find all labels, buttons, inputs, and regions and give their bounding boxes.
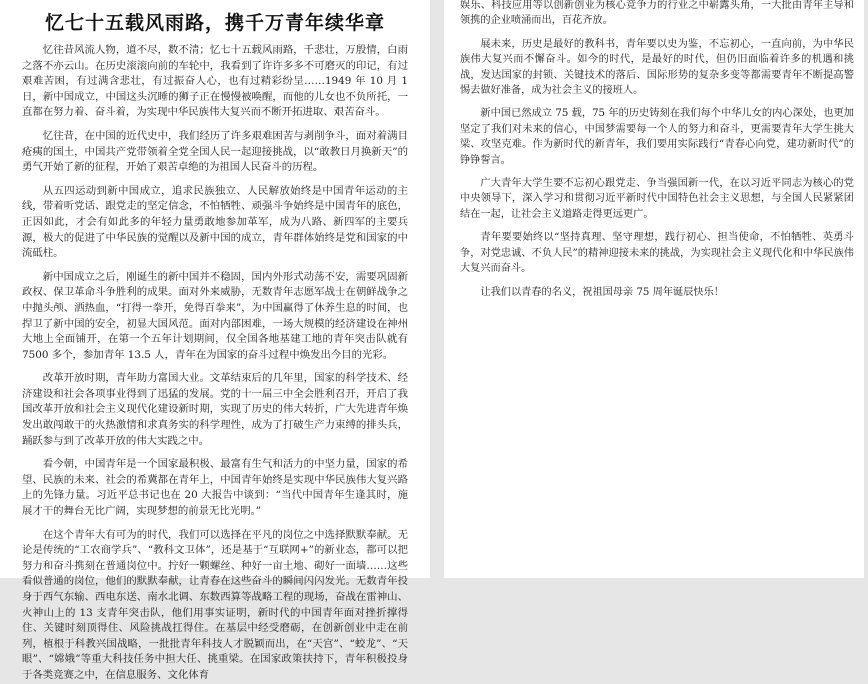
- paragraph: 展未来，历史是最好的教科书，青年要以史为鉴，不忘初心，一直向前，为中华民族伟大复兴而不懈奋斗。如今的时代，是最好的时代，但仍旧面临着许多的机遇和挑战，发达国家的封锁、关键技术的落后、国际形势的复杂多变等都需要青年不断提高警惕去做好准备，成为社会主义的接班人。: [460, 38, 854, 97]
- paragraph: 青年要要始终以“坚持真理、坚守理想，践行初心、担当使命，不怕牺牲、英勇斗争，对党忠诚、不负人民”的精神迎接未来的挑战，为实现社会主义现代化和中华民族伟大复兴而奋斗。: [460, 232, 854, 275]
- paragraph-continuation: 娱乐、科技应用等以创新创业为核心竞争力的行业之中崭露头角，一大批由青年主导和领携的企业喷涌而出，百花齐放。: [460, 0, 854, 27]
- paragraph: 广大青年大学生要不忘初心跟党走、争当强国新一代，在以习近平同志为核心的党中央领导下，深入学习和贯彻习近平新时代中国特色社会主义思想，与全国人民紧紧团结在一起，让社会主义道路走得更远更广。: [460, 178, 854, 220]
- paragraph: 忆往昔风流人物，道不尽，数不清；忆七十五载风雨路，千悲壮，万殷情，白雨之落不亦云山。在历史滚滚向前的车轮中，我看到了许许多多不可磨灭的印记，有过艰难苦困，有过满含悲壮，有过振奋人心，也有过精彩纷呈……1949 年 10 月 1 日，新中国成立，中国这头沉睡的狮子正在慢慢被唤醒，而他的儿女也不负所托，一直都在努力着、奋斗着，为实现中华民族伟大复兴而不断开拓进取、艰苦奋斗。: [22, 44, 408, 119]
- paragraph: 改革开放时期，青年助力富国大业。文革结束后的几年里，国家的科学技术、经济建设和社会各项事业得到了迅猛的发展。党的十一届三中全会胜利召开，开启了我国改革开放和社会主义现代化建设新时期，实现了历史的伟大转折，广大先进青年焕发出敢闯敢干的火热激情和求真务实的科学理性，成为了打破生产力束缚的排头兵，踊跃参与到了改革开放的伟大实践之中。: [22, 372, 408, 447]
- closing-line: 让我们以青春的名义，祝祖国母亲 75 周年诞辰快乐！: [480, 286, 724, 298]
- paragraph: 新中国已然成立 75 载，75 年的历史铸刻在我们每个中华儿女的内心深处，也更加坚定了我们对未来的信心，中国梦需要每一个人的努力和奋斗，更需要青年大学生挑大梁、攻坚克难。作为新时代的新青年，我们要用实际践行“青春心向党，建功新时代”的铮铮誓言。: [460, 108, 854, 166]
- paragraph: 从五四运动到新中国成立，追求民族独立、人民解放始终是中国青年运动的主线，带着听党话、跟党走的坚定信念，不怕牺牲、顽强斗争始终是中国青年的底色，正因如此，才会有如此多的年轻力量勇敢地参加革军，成为八路、新四军的主要兵源，极大的促进了中华民族的觉醒以及新中国的成立，青年群体始终是党和国家的中流砥柱。: [22, 184, 408, 260]
- paragraph: 在这个青年大有可为的时代，我们可以选择在平凡的岗位之中选择默默奉献。无论是传统的“工农商学兵”、“教科文卫体”，还是基于“互联网+”的新业态，都可以把努力和奋斗携刻在普通岗位中。拧好一颗螺丝、种好一亩土地、砌好一面墙……这些看似普通的岗位，他们的默默奉献，让青春在这些奋斗的瞬间闪闪发光。无数青年投身于西气东输、西电东送、南水北调、东数西算等战略工程的现场，奋战在雷神山、火神山上的 13 支青年突击队，他们用事实证明，新时代的中国青年面对挫折撑得住、关键时刻顶得住、风险挑战扛得住。在基层中经受磨砺，在创新创业中走在前列，植根于科教兴国战略，一批批青年科技人才脱颖而出，在“天宫”、“蛟龙”、“天眼”、“嫦娥”等重大科技任务中担大任、挑重梁。在国家政策扶持下，青年积极投身于各类竞赛之中，在信息服务、文化体育: [22, 528, 408, 681]
- document-title: 忆七十五载风雨路，携千万青年续华章: [44, 12, 385, 34]
- document-page-right: [444, 0, 864, 578]
- paragraph: 看今朝，中国青年是一个国家最积极、最富有生气和活力的中坚力量，国家的希望、民族的未来、社会的希冀都在青年上，中国青年始终是实现中华民族伟大复兴路上的先锋力量。习近平总书记也在 20 大报告中谈到：“当代中国青年生逢其时，施展才干的舞台无比广阔，实现梦想的前景无比光明。”: [22, 458, 408, 518]
- document-page-left: [0, 0, 430, 681]
- paragraph: 忆往昔，在中国的近代史中，我们经历了许多艰难困苦与剥削争斗，面对着满目疮痍的国土，中国共产党带领着全党全国人民一起迎接挑战，以“敢教日月换新天”的勇气开始了新的征程，开始了艰苦卓绝的为祖国人民奋斗的历程。: [22, 129, 408, 174]
- paragraph: 新中国成立之后，刚诞生的新中国并不稳固，国内外形式动荡不安，需要巩固新政权、保卫革命斗争胜利的成果。面对外来威胁，无数青年志愿军战士在朝鲜战争之中抛头颅、洒热血，“打得一拳开，免得百拳来”，为中国赢得了休养生息的时间，也捍卫了新中国的安全，初显大国风范。面对内部困难，一场大规模的经济建设在神州大地上全面铺开，在第一个五年计划期间，仅全国各地基建工地的青年突击队就有 7500 多个，参加青年 13.5 人，青年在为国家的奋斗过程中焕发出今目的光彩。: [22, 270, 408, 361]
